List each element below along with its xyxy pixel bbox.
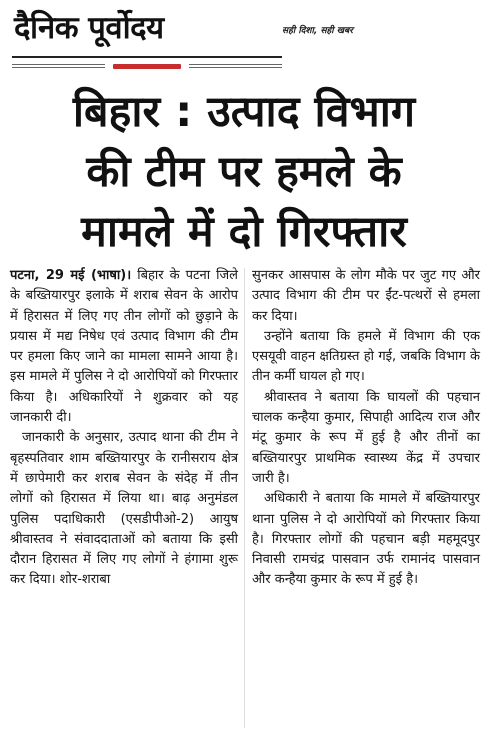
masthead [0, 0, 487, 76]
newspaper-logo: दैनिक पूर्वोदय [14, 10, 164, 46]
strip-red-mark [113, 64, 181, 69]
article-paragraph: अधिकारी ने बताया कि मामले में बख्तियारपुर थाना पुलिस ने दो आरोपियों को गिरफ्तार किया है। गिरफ्तार लोगों की पहचान बड़ी महमूदपुर निवासी रामचंद्र पासवान उर्फ रामानंद पासवान और कन्हैया कुमार के रूप में हुई है। [252, 491, 480, 588]
article-paragraph: सुनकर आसपास के लोग मौके पर जुट गए और उत्पाद विभाग की टीम पर ईंट-पत्थरों से हमला कर दिया। [252, 268, 480, 324]
logo-strip [12, 61, 282, 71]
dateline: पटना, 29 मई (भाषा)। [10, 268, 132, 283]
strip-rule-right [189, 64, 282, 68]
paragraph-text: बिहार के पटना जिले के बख्तियारपुर इलाके में शराब सेवन के आरोप में हिरासत में लिए गए तीन लोगों को छुड़ाने के प्रयास में मद्य निषेध एवं उत्पाद विभाग की टीम पर हमला किए जाने का मामला सामने आया है। इस मामले में पुलिस ने दो आरोपियों को गिरफ्तार किया है। अधिकारियों ने शुक्रवार को यह जानकारी दी। [10, 268, 238, 426]
article-column-right [252, 266, 480, 591]
logo-underline [12, 56, 282, 58]
article-paragraph: जानकारी के अनुसार, उत्पाद थाना की टीम ने बृहस्पतिवार शाम बख्तियारपुर के रानीसराय क्षेत्र में छापेमारी कर शराब सेवन के संदेह में तीन लोगों को हिरासत में लिया था। बाढ़ अनुमंडल पुलिस पदाधिकारी (एसडीपीओ-2) आयुष श्रीवास्तव ने संवाददाताओं को बताया कि इसी दौरान हिरासत में लिए गए लोगों ने हंगामा शुरू कर दिया। शोर-शराबा [10, 430, 238, 588]
article-paragraph: श्रीवास्तव ने बताया कि घायलों की पहचान चालक कन्हैया कुमार, सिपाही आदित्य राज और मंटू कुमार के रूप में हुई है और तीनों का बख्तियारपुर प्राथमिक स्वास्थ्य केंद्र में उपचार जारी है। [252, 389, 480, 486]
article-paragraph: उन्होंने बताया कि हमले में विभाग की एक एसयूवी वाहन क्षतिग्रस्त हो गई, जबकि विभाग के तीन कर्मी घायल हो गए। [252, 328, 480, 385]
headline-line: मामले में दो गिरफ्तार [81, 207, 407, 257]
strip-rule-left [12, 64, 105, 68]
article-headline [14, 82, 474, 262]
article-column-left [10, 266, 238, 591]
newspaper-tagline: सही दिशा, सही खबर [282, 26, 353, 36]
column-divider [244, 268, 245, 728]
article-paragraph [10, 266, 238, 428]
headline-line: बिहार : उत्पाद विभाग [72, 87, 416, 137]
headline-line: की टीम पर हमले के [86, 147, 402, 197]
